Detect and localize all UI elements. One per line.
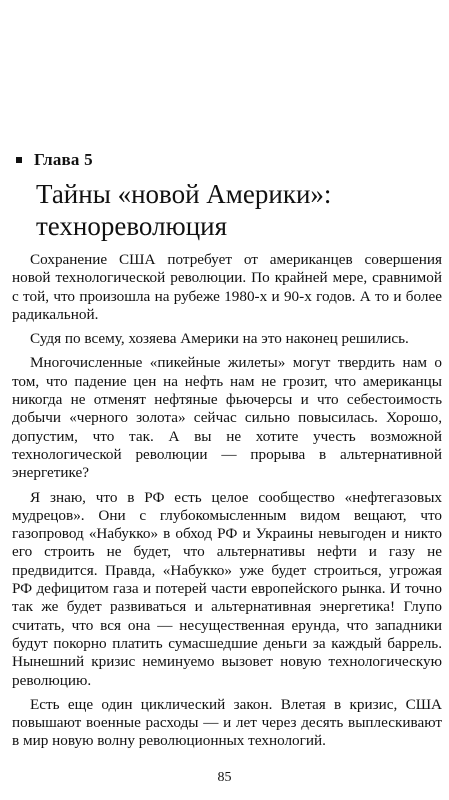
chapter-title: Тайны «новой Америки»: технореволюция: [36, 179, 332, 241]
bullet-icon: [16, 157, 22, 163]
paragraph: Судя по всему, хозяева Америки на это наконец решились.: [30, 330, 409, 348]
paragraph: Есть еще один циклический закон. Влетая в кризис, США повышают военные расходы — и лет через десять выплескивают в мир новую волну революционных технологий.: [12, 695, 442, 750]
body-text: [12, 251, 442, 757]
paragraph: Многочисленные «пикейные жилеты» могут твердить нам о том, что падение цен на нефть нам не грозит, что американцы никогда не отменят нефтяные фьючерсы и что себестоимость добычи «черного золота» сейчас сильно повысилась. Хорошо, допустим, что так. А вы не хотите учесть возможной технологической революции — прорыва в альтернативной энергетике?: [12, 354, 442, 482]
page-number: 85: [217, 770, 232, 785]
paragraph: Я знаю, что в РФ есть целое сообщество «нефтегазовых мудрецов». Они с глубокомысленным видом вещают, что газопровод «Набукко» в обход РФ и Украины невыгоден и никто его строить не будет, что альтернативы нефти и газу не предвидится. Правда, «Набукко» уже будет строиться, угрожая РФ дефицитом газа и потерей части европейского рынка. И точно так же будет развиваться и альтернативная энергетика! Глупо считать, что вся она — несущественная ерунда, что западники будут покорно платить сумасшедшие деньги за каждый баррель. Нынешний кризис неминуемо вызовет новую технологическую революцию.: [12, 488, 442, 689]
chapter-number: Глава 5: [34, 150, 93, 169]
chapter-label: [16, 150, 93, 170]
paragraph: Сохранение США потребует от американцев совершения новой технологической революции. По крайней мере, сравнимой с той, что произошла на рубеже 1980-х и 90-х годов. А то и более радикальной.: [12, 251, 442, 323]
